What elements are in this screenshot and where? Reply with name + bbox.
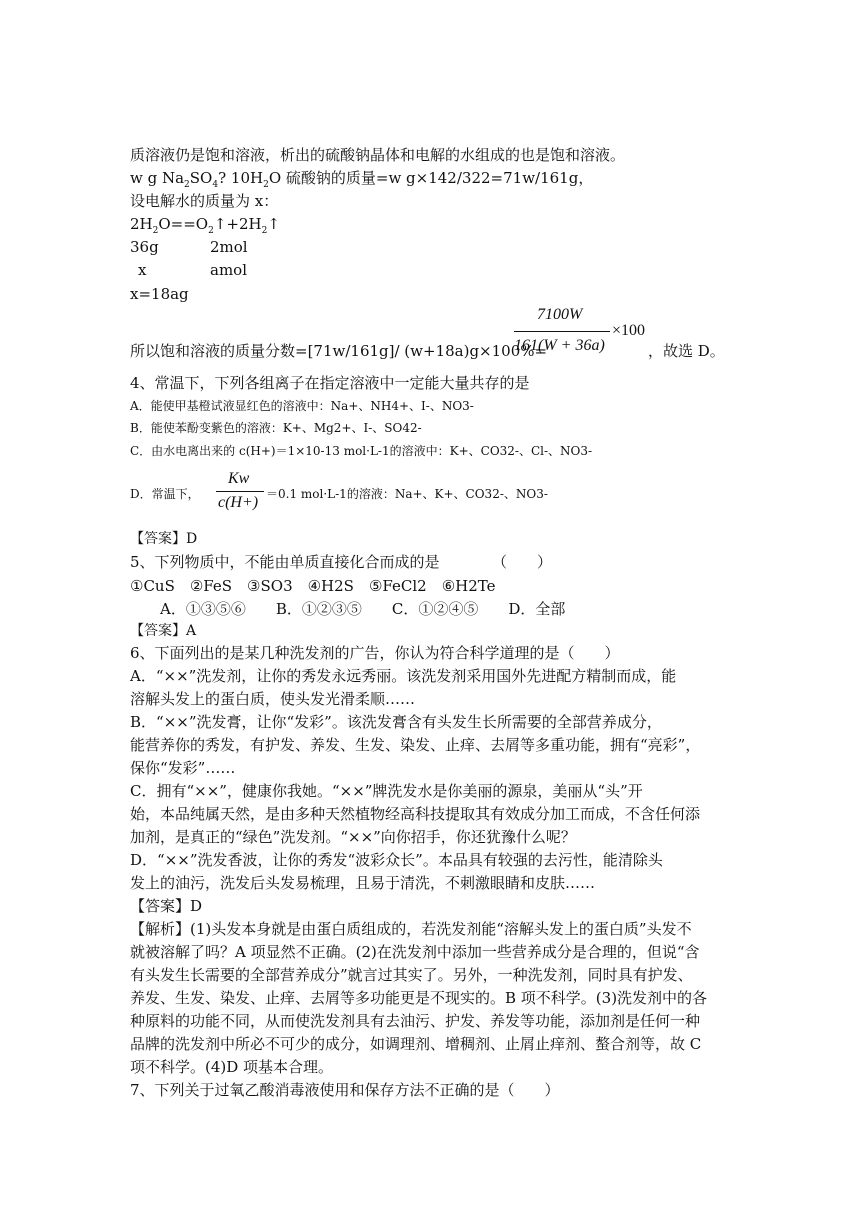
explanation-line: 品牌的洗发剂中所必不可少的成分，如调理剂、增稠剂、止屑止痒剂、螯合剂等，故 C (130, 1035, 702, 1053)
option-d-cont: 发上的油污，洗发后头发易梳理，且易于清洗，不刺激眼睛和皮肤…… (130, 874, 596, 892)
option-a: A．能使甲基橙试液显红色的溶液中：Na+、NH4+、I-、NO3- (130, 399, 474, 413)
explanation-line: 种原料的功能不同，从而使洗发剂具有去油污、护发、养发等功能，添加剂是任何一种 (130, 1012, 701, 1030)
text-line: ，故选 D。 (648, 342, 725, 360)
text-line: 质溶液仍是饱和溶液，析出的硫酸钠晶体和电解的水组成的也是饱和溶液。 (130, 146, 626, 164)
text-line: w g $Na_2SO_4$? $10H_2O$ 硫酸钠的质量=w g×142/322=71w/161g， (130, 169, 594, 190)
option-a: A．“××”洗发剂，让你的秀发永远秀丽。该洗发剂采用国外先进配方精制而成，能 (130, 667, 677, 685)
option-a-cont: 溶解头发上的蛋白质，使头发光滑柔顺…… (130, 690, 416, 708)
text-line: amol (210, 261, 247, 279)
question-5-items: ①CuS ②FeS ③SO3 ④H2S ⑤FeCl2 ⑥H2Te (130, 577, 496, 595)
option-c: C．拥有“××”，健康你我她。“××”牌洗发水是你美丽的源泉，美丽从“头”开 (130, 782, 643, 800)
text-line: 36g (130, 238, 159, 256)
option-b: B．能使苯酚变紫色的溶液：K+、Mg2+、I-、SO42- (130, 421, 422, 435)
option-c: C．由水电离出来的 c(H+)＝1×10-13 mol·L-1的溶液中：K+、CO32-、Cl-、NO3- (130, 444, 593, 458)
text-line: 设电解水的质量为 x： (130, 192, 279, 210)
question-5-options: A．①③⑤⑥ B．①②③⑤ C．①②④⑤ D．全部 (160, 600, 566, 618)
option-d: D．“××”洗发香波，让你的秀发“波彩众长”。本品具有较强的去污性，能清除头 (130, 851, 663, 869)
option-c-cont: 加剂，是真正的“绿色”洗发剂。“××”向你招手，你还犹豫什么呢？ (130, 828, 576, 846)
question-6: 6、下面列出的是某几种洗发剂的广告，你认为符合科学道理的是（ ） (130, 644, 620, 662)
option-d-text: ＝0.1 mol·L-1的溶液：Na+、K+、CO32-、NO3- (266, 487, 548, 501)
explanation-line: 有头发生长需要的全部营养成分”就言过其实了。另外，一种洗发剂，同时具有护发、 (130, 966, 693, 984)
option-b-cont: 保你“发彩”…… (130, 759, 236, 777)
text-line: 2mol (210, 238, 248, 256)
text-line: x=18ag (130, 285, 189, 303)
option-b: B．“××”洗发膏，让你“发彩”。该洗发膏含有头发生长所需要的全部营养成分， (130, 713, 662, 731)
fraction-formula: Kw c(H+) (216, 470, 270, 516)
fraction-formula: 7100W 161(W + 36a) ×100 (514, 306, 646, 354)
option-d: D．常温下， (130, 487, 200, 501)
answer: 【答案】A (130, 623, 197, 639)
equation-line: $2H_2O==O_2↑+2H_2↑$ (130, 215, 280, 236)
answer: 【答案】D (130, 531, 198, 547)
question-7: 7、下列关于过氧乙酸消毒液使用和保存方法不正确的是（ ） (130, 1081, 560, 1099)
text-line: 所以饱和溶液的质量分数=[71w/161g]/ (w+18a)g×100%= (130, 342, 548, 360)
explanation-line: 就被溶解了吗？A 项显然不正确。(2)在洗发剂中添加一些营养成分是合理的，但说“含 (130, 943, 700, 961)
option-c-cont: 始，本品纯属天然，是由多种天然植物经高科技提取其有效成分加工而成，不含任何添 (130, 805, 701, 823)
question-4: 4、常温下，下列各组离子在指定溶液中一定能大量共存的是 (130, 374, 530, 392)
answer: 【答案】D (130, 897, 203, 915)
question-5: 5、下列物质中，不能由单质直接化合而成的是 （ ） (130, 553, 553, 571)
explanation-line: 【解析】(1)头发本身就是由蛋白质组成的，若洗发剂能“溶解头发上的蛋白质”头发不 (130, 920, 692, 938)
explanation-line: 项不科学。(4)D 项基本合理。 (130, 1058, 334, 1076)
text-line: x (138, 261, 147, 279)
explanation-line: 养发、生发、染发、止痒、去屑等多功能更是不现实的。B 项不科学。(3)洗发剂中的各 (130, 989, 708, 1007)
option-b-cont: 能营养你的秀发，有护发、养发、生发、染发、止痒、去屑等多重功能，拥有“亮彩”， (130, 736, 701, 754)
